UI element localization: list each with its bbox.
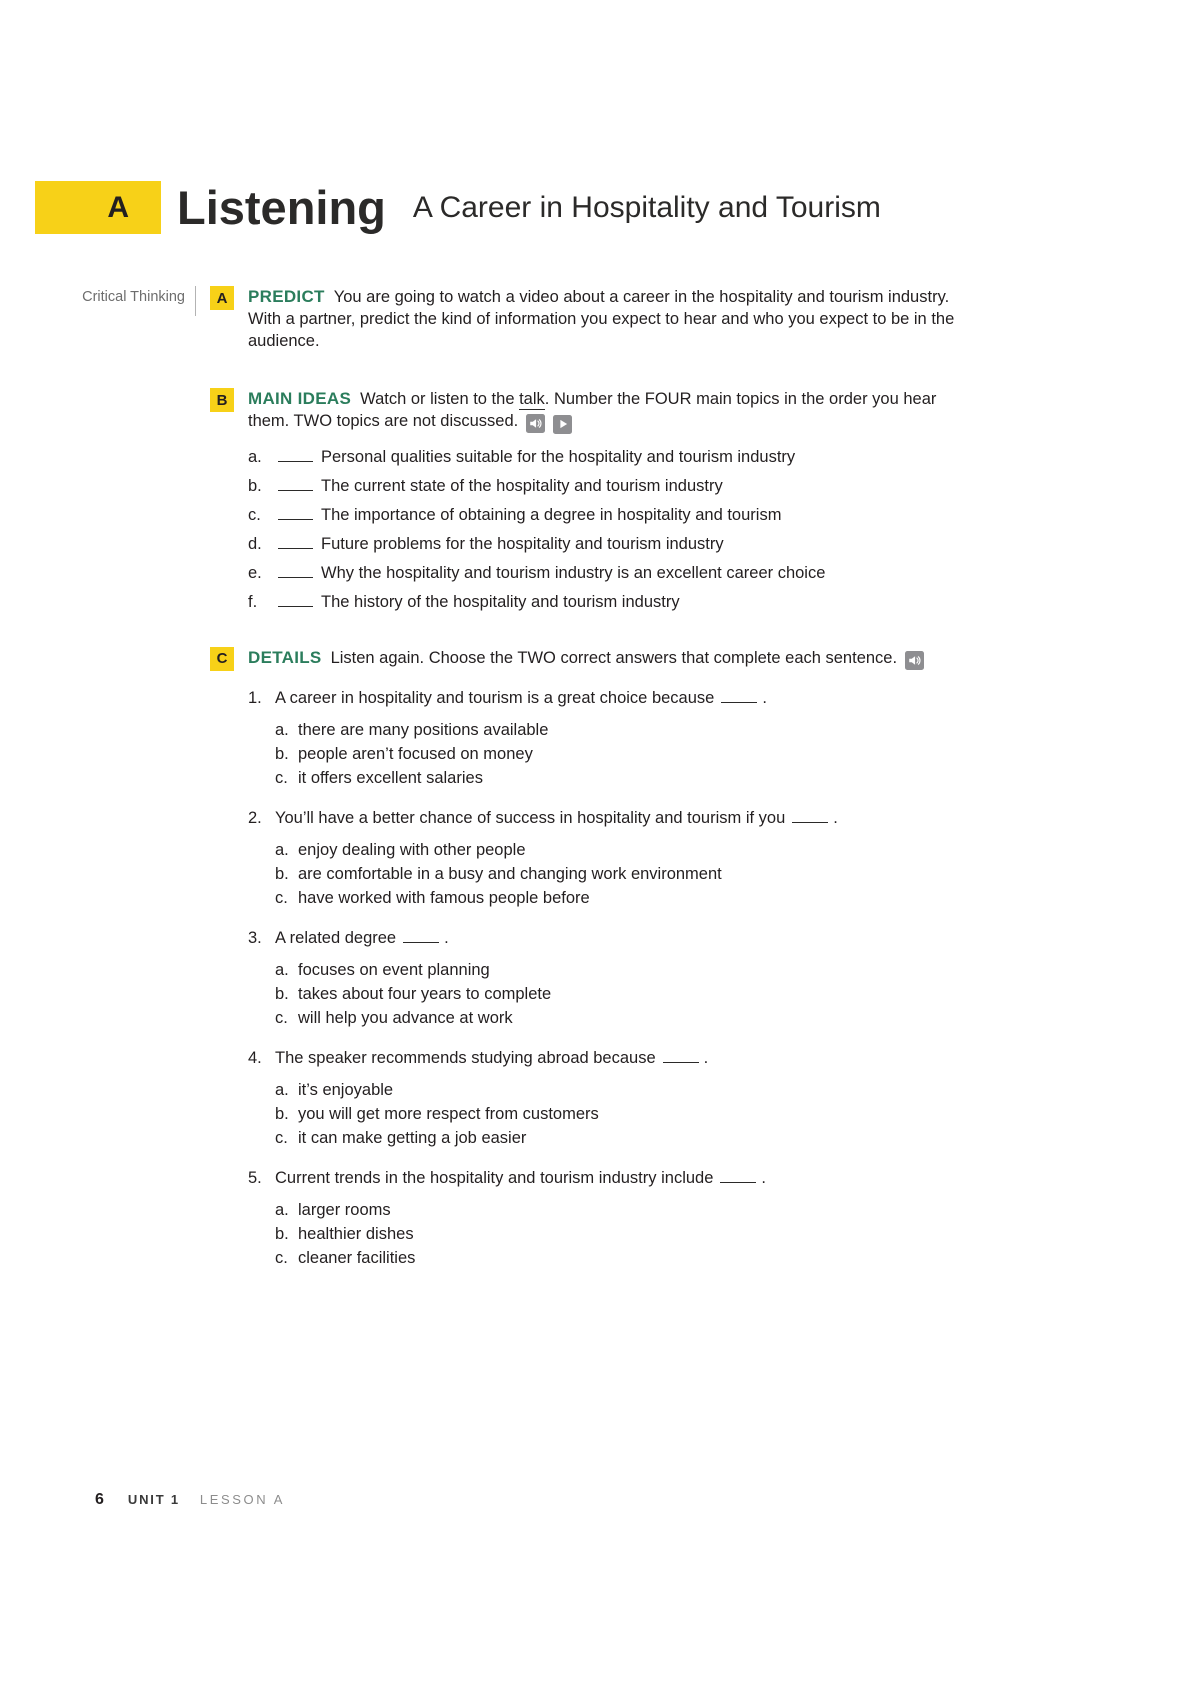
question-text-after-blank: . (833, 808, 838, 827)
speaker-icon[interactable] (526, 414, 545, 433)
main-idea-item (248, 447, 980, 467)
answer-option[interactable] (275, 766, 924, 790)
critical-thinking-label: Critical Thinking (82, 286, 196, 316)
option-letter: a. (275, 840, 289, 859)
question-stem (248, 807, 924, 829)
details-section (0, 647, 1190, 1270)
answer-option[interactable] (275, 838, 924, 862)
option-letter: c. (275, 1248, 288, 1267)
main-ideas-body-1: Watch or listen to the (360, 390, 520, 408)
lesson-label: LESSON A (199, 1492, 285, 1507)
answer-blank[interactable] (403, 928, 439, 942)
question-stem (248, 1047, 924, 1069)
answer-blank[interactable] (278, 594, 313, 607)
option-text: there are many positions available (298, 720, 549, 739)
option-text: it’s enjoyable (298, 1080, 394, 1099)
option-text: larger rooms (298, 1200, 391, 1219)
details-question (248, 807, 924, 910)
question-text-after-blank: . (703, 1048, 709, 1067)
answer-option[interactable] (275, 742, 924, 766)
details-question (248, 927, 924, 1030)
answer-blank[interactable] (663, 1048, 699, 1062)
unit-label: UNIT 1 (127, 1492, 180, 1507)
option-letter: c. (275, 1128, 288, 1147)
side-column (0, 286, 210, 316)
main-idea-text: The importance of obtaining a degree in hospitality and tourism (321, 505, 782, 524)
lesson-tab (35, 181, 161, 234)
main-idea-text: The history of the hospitality and tourism industry (321, 592, 680, 611)
answer-option[interactable] (275, 1102, 924, 1126)
option-letter: b. (275, 984, 289, 1003)
main-idea-text: Future problems for the hospitality and tourism industry (321, 534, 724, 553)
option-letter: a. (275, 1080, 289, 1099)
details-question (248, 1047, 924, 1150)
predict-badge: A (210, 286, 234, 310)
answer-option[interactable] (275, 1198, 924, 1222)
answer-option[interactable] (275, 1246, 924, 1270)
lesson-tab-letter: A (107, 190, 129, 224)
question-number: 2. (248, 808, 262, 827)
answer-blank[interactable] (792, 808, 828, 822)
page-header (35, 180, 881, 235)
question-options (248, 1198, 924, 1270)
question-stem (248, 927, 924, 949)
page-number: 6 (95, 1491, 104, 1508)
option-text: it offers excellent salaries (298, 768, 483, 787)
answer-blank[interactable] (278, 449, 313, 462)
answer-blank[interactable] (278, 536, 313, 549)
question-text: Current trends in the hospitality and tourism industry include (275, 1168, 714, 1187)
details-content (248, 647, 924, 1270)
question-text: You’ll have a better chance of success in hospitality and tourism if you (275, 808, 786, 827)
question-number: 3. (248, 928, 262, 947)
option-letter: c. (275, 1008, 288, 1027)
question-options (248, 1078, 924, 1150)
option-letter: a. (275, 960, 289, 979)
option-letter: b. (275, 744, 289, 763)
option-letter: b. (275, 1104, 289, 1123)
answer-option[interactable] (275, 1006, 924, 1030)
main-idea-letter: f. (248, 592, 258, 611)
answer-option[interactable] (275, 862, 924, 886)
main-idea-text: Personal qualities suitable for the hospitality and tourism industry (321, 447, 796, 466)
page-title: Listening (177, 181, 386, 234)
answer-blank[interactable] (278, 565, 313, 578)
question-options (248, 838, 924, 910)
answer-option[interactable] (275, 718, 924, 742)
answer-option[interactable] (275, 1222, 924, 1246)
play-icon[interactable] (553, 415, 572, 434)
predict-content (248, 286, 980, 352)
main-ideas-heading: MAIN IDEAS (248, 389, 352, 408)
answer-option[interactable] (275, 886, 924, 910)
question-text: The speaker recommends studying abroad because (275, 1048, 656, 1067)
details-instructions (248, 647, 924, 670)
question-text-after-blank: . (761, 1168, 766, 1187)
answer-option[interactable] (275, 1126, 924, 1150)
option-text: focuses on event planning (298, 960, 490, 979)
main-idea-letter: e. (248, 563, 262, 582)
predict-heading: PREDICT (248, 287, 325, 306)
details-question (248, 1167, 924, 1270)
question-text-after-blank: . (762, 688, 767, 707)
main-content (0, 286, 1190, 1270)
option-text: you will get more respect from customers (298, 1104, 599, 1123)
answer-blank[interactable] (278, 507, 313, 520)
main-idea-item (248, 476, 980, 496)
answer-option[interactable] (275, 1078, 924, 1102)
option-letter: b. (275, 1224, 289, 1243)
option-letter: c. (275, 768, 288, 787)
main-idea-item (248, 505, 980, 525)
main-ideas-list (248, 447, 980, 612)
speaker-icon[interactable] (905, 651, 924, 670)
main-ideas-content (248, 388, 980, 621)
option-text: will help you advance at work (298, 1008, 513, 1027)
page-footer (95, 1491, 285, 1509)
predict-body: You are going to watch a video about a career in the hospitality and tourism industry. With a partner, predict the kind of information you expect to hear and who you expect to be in the audience. (248, 288, 955, 350)
question-number: 5. (248, 1168, 262, 1187)
question-text-after-blank: . (444, 928, 449, 947)
option-text: takes about four years to complete (298, 984, 552, 1003)
option-text: it can make getting a job easier (298, 1128, 527, 1147)
option-text: healthier dishes (298, 1224, 414, 1243)
page-subtitle: A Career in Hospitality and Tourism (412, 190, 881, 224)
answer-blank[interactable] (278, 478, 313, 491)
option-text: are comfortable in a busy and changing work environment (298, 864, 722, 883)
question-options (248, 958, 924, 1030)
question-text: A related degree (275, 928, 397, 947)
main-idea-item (248, 592, 980, 612)
question-stem (248, 1167, 924, 1189)
main-idea-letter: a. (248, 447, 262, 466)
details-badge: C (210, 647, 234, 671)
answer-blank[interactable] (721, 688, 757, 702)
option-text: enjoy dealing with other people (298, 840, 526, 859)
main-idea-text: Why the hospitality and tourism industry is an excellent career choice (321, 563, 826, 582)
glossary-word-talk: talk (519, 390, 545, 408)
details-body: Listen again. Choose the TWO correct answers that complete each sentence. (330, 648, 898, 667)
main-ideas-instructions (248, 388, 980, 434)
details-heading: DETAILS (248, 647, 322, 667)
question-number: 4. (248, 1048, 262, 1067)
question-options (248, 718, 924, 790)
option-letter: a. (275, 1200, 289, 1219)
main-ideas-badge: B (210, 388, 234, 412)
main-ideas-body-2: . Number the FOUR main topics in the order you hear them. TWO topics are not discussed. (248, 390, 937, 430)
option-letter: c. (275, 888, 288, 907)
details-question (248, 687, 924, 790)
answer-option[interactable] (275, 982, 924, 1006)
main-idea-item (248, 563, 980, 583)
answer-option[interactable] (275, 958, 924, 982)
details-questions (248, 687, 924, 1270)
main-idea-letter: b. (248, 476, 262, 495)
answer-blank[interactable] (720, 1168, 756, 1182)
main-idea-letter: c. (248, 505, 261, 524)
question-stem (248, 687, 924, 709)
option-text: cleaner facilities (298, 1248, 416, 1267)
option-text: people aren’t focused on money (298, 744, 533, 763)
main-idea-letter: d. (248, 534, 262, 553)
predict-section (0, 286, 1190, 352)
option-text: have worked with famous people before (298, 888, 590, 907)
question-number: 1. (248, 688, 262, 707)
option-letter: b. (275, 864, 289, 883)
main-ideas-section (0, 388, 1190, 621)
option-letter: a. (275, 720, 289, 739)
main-idea-item (248, 534, 980, 554)
main-idea-text: The current state of the hospitality and tourism industry (321, 476, 723, 495)
question-text: A career in hospitality and tourism is a great choice because (275, 688, 715, 707)
